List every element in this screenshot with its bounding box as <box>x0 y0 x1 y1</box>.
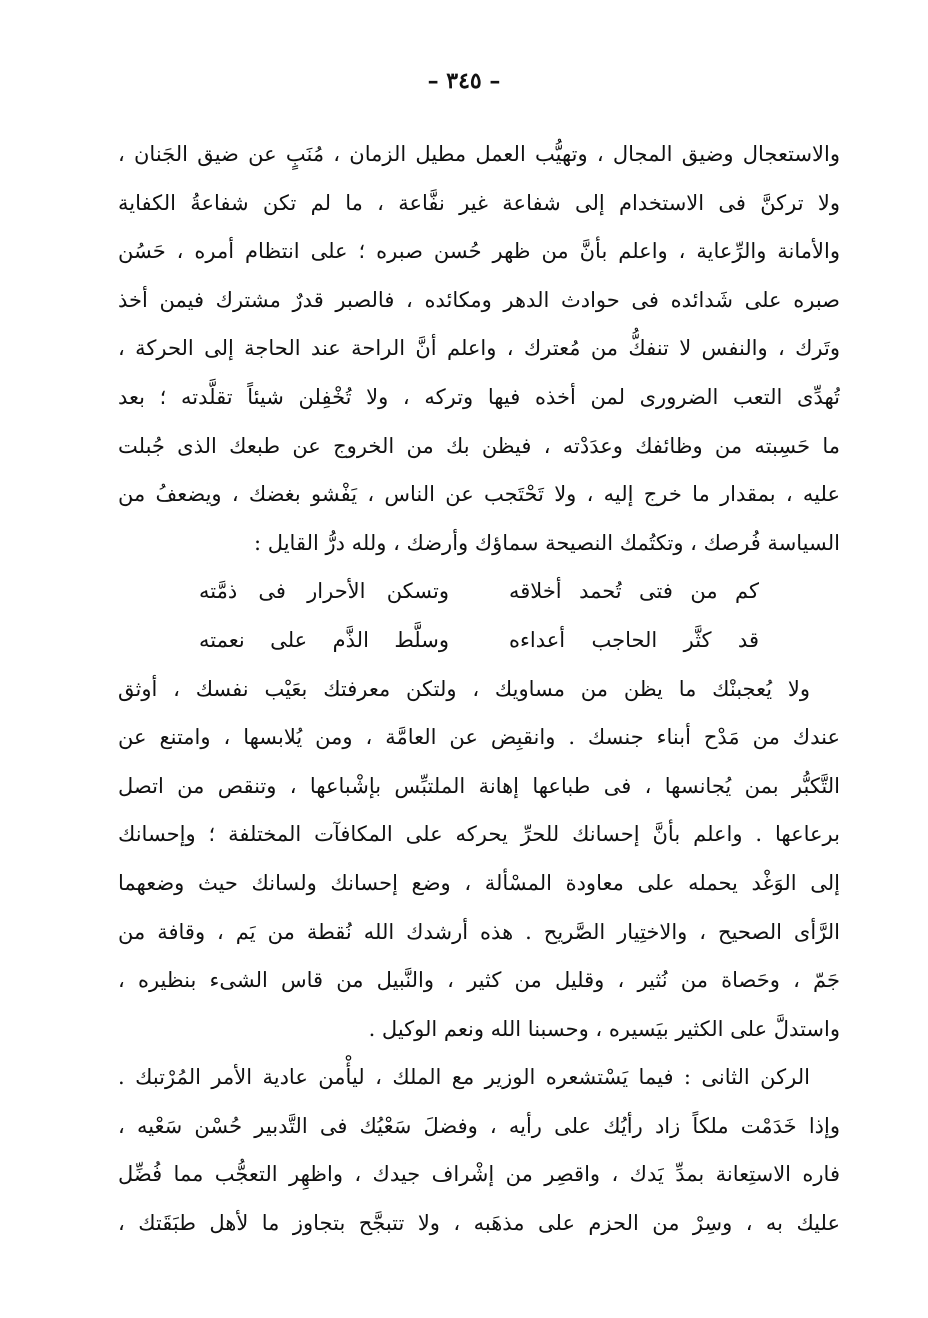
poem-verse <box>118 567 840 616</box>
text-line: عليك به ، وسِرْ من الحزم على مذهَبه ، ولا تتبجَّح بتجاوز ما لأهل طبَقَتك ، <box>118 1211 840 1236</box>
text-line: ما حَسِبته من وظائفك وعدَدْته ، فيظن بك من الخروج عن طبعك الذى جُبلت <box>118 433 840 458</box>
text-line: فاره الاستِعانة بمدِّ يَدك ، واقصِر من إشْراف جيدك ، واظهِر التعجُّب مما فُضِّل <box>118 1162 840 1187</box>
verse-second-hemistich: وسلَّط الذَّم على نعمته <box>199 627 449 652</box>
text-line: جَمّ ، وحَصاة من نُثير ، وقليل من كثير ، والنَّبيل من قاس الشىء بنظيره ، <box>118 968 840 993</box>
text-line: ولا يُعجبنْك ما يظن من مساويك ، ولتكن معرفتك بعَيْب نفسك ، أوثق <box>118 676 810 701</box>
text-line: ولا تركنَّ فى الاستخدام إلى شفاعة غير نفَّاعة ، ما لم تكن شفاعةُ الكفاية <box>118 190 840 215</box>
text-line: التَّكبُّر بمن يُجانسها ، فى طباعها إهانة الملتبِّس بإشْباعها ، وتنقص من اتصل <box>118 773 840 798</box>
text-line: الركن الثانى : فيما يَسْتشعره الوزير مع الملك ، ليأْمن عادية الأمر المُرْتبك . <box>118 1065 810 1090</box>
text-line: واستدلَّ على الكثير بيَسيره ، وحسبنا الله ونعم الوكيل . <box>368 1016 840 1041</box>
poem-verse <box>118 616 840 665</box>
text-line: تُهدِّى التعب الضرورى لمن أخذه فيها وتركه ، ولا تُخْفِلن شيئاً تقلَّدته ؛ بعد <box>118 384 840 409</box>
text-line: إلى الوَغْد يحمله على معاودة المسْألة ، وضع إحسانك ولسانك حيث وضعهما <box>118 870 840 895</box>
verse-second-hemistich: وتسكن الأحرار فى ذمَّته <box>199 579 449 604</box>
text-line: عليه ، بمقدار ما خرج إليه ، ولا تَحْتَجب عن الناس ، يَفْشو بغضك ، ويضعفُ من <box>118 482 840 507</box>
text-line: الرَّأى الصحيح ، والاختِيار الصَّريح . هذه أرشدك الله نُقطة من يَم ، وقافة من <box>118 919 840 944</box>
text-line: وإذا خَدَمْت ملكاً زاد رأيُك على رأيه ، وفضلَ سَعْيُك فى التَّدبير حُسْن سَعْيه ، <box>118 1113 840 1138</box>
text-line: السياسة فُرصك ، وتكتُمك النصيحة سماؤك وأرضك ، ولله درُّ القايل : <box>254 530 840 555</box>
page-number: – ٣٤٥ – <box>427 68 501 94</box>
verse-first-hemistich: قد كثَّر الحاجب أعداءه <box>509 627 759 652</box>
text-line: صبره على شَدائده فى حوادث الدهر ومكائده ، فالصبر قدرٌ مشترك فيمن أخذ <box>118 287 840 312</box>
text-line: والأمانة والرِّعاية ، واعلم بأنَّ من ظهر حُسن صبره ؛ على انتظام أمره ، حَسُن <box>118 239 840 264</box>
body-text <box>118 130 840 1248</box>
text-line: وتَرك ، والنفس لا تنفكُّ من مُعترك ، واعلم أنَّ الراحة عند الحاجة إلى الحركة ، <box>118 336 840 361</box>
verse-first-hemistich: كم من فتى تُحمد أخلاقه <box>509 579 759 604</box>
text-line: عندك من مَدْح أبناء جنسك . وانقبِض عن العامَّة ، ومن يُلابسها ، وامتنع عن <box>118 725 840 750</box>
text-line: والاستعجال وضيق المجال ، وتهيُّب العمل مطيل الزمان ، مُنَبٍ عن ضيق الجَنان ، <box>118 142 840 166</box>
text-line: برعاعها . واعلم بأنَّ إحسانك للحرِّ يحركه على المكافآت المختلفة ؛ وإحسانك <box>118 822 840 847</box>
